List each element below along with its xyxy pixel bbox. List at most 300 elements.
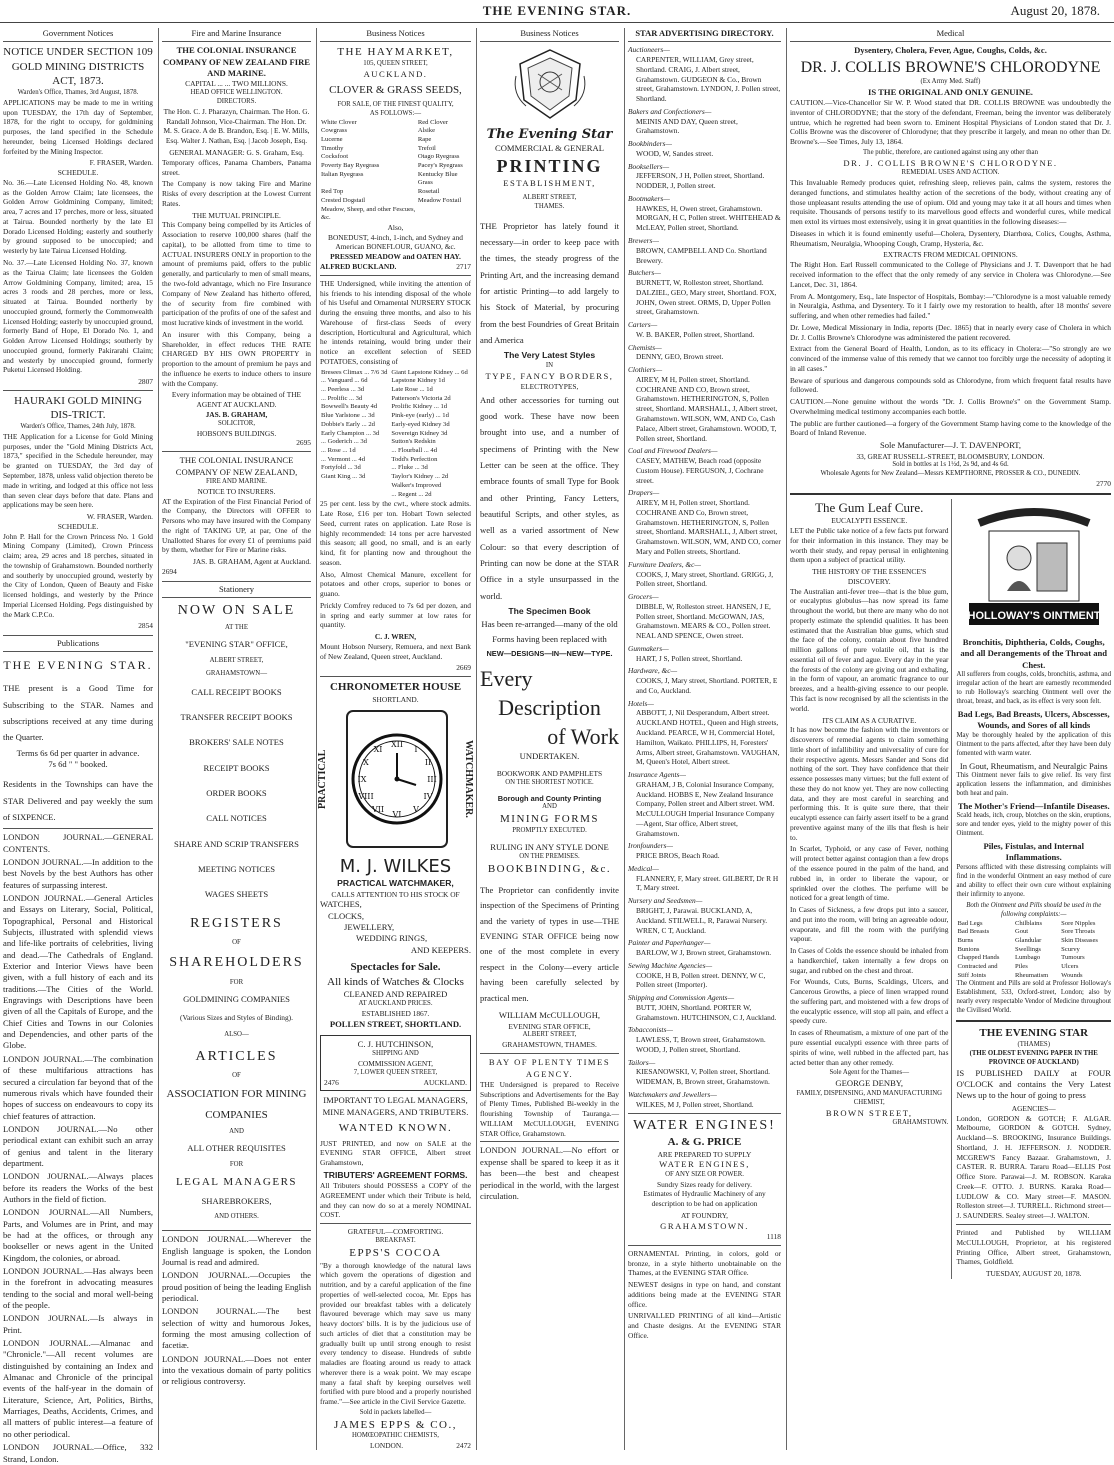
london-journal-ad: LONDON JOURNAL.—Office, 332 Strand, London.	[3, 1442, 153, 1464]
column-heading: Fire and Marine Insurance	[162, 28, 311, 42]
ad-line: COMMISSION AGENT,	[357, 1058, 433, 1068]
ad-body: An insurer with this Company, being a Shareholder, in effect reduces THE RATE CHARGED BY HIS OWN PROPERTY in proportion to the amount of premium he pays and the influence he exerts to induce others to insure with the Company.	[162, 329, 311, 388]
seed-row	[320, 153, 471, 162]
complaint-name: Rheumatism	[1014, 971, 1049, 979]
directory-listing: JEFFERSON, J H, Pollen street, Shortland. NODDER, J, Pollen street.	[636, 171, 765, 191]
potato-row	[320, 403, 471, 412]
ad-line: ELECTROTYPES,	[520, 382, 579, 392]
complaints-row	[956, 937, 1111, 946]
ad-body: Extract from the General Board of Health, London, as to its efficacy in Cholera:—"So strongly are we convinced of the immense value of this remedy that we cannot too forcibly urge the necessity of adopting it in all cases."	[790, 344, 1111, 373]
directory-entry	[628, 194, 781, 233]
directory-entry	[628, 644, 781, 664]
directory-entry	[628, 107, 781, 136]
complaints-row	[956, 963, 1111, 972]
ad-line: BONEDUST, 4-inch, 1-inch, and Sydney and American BONEFLOUR, GUANO, &c.	[328, 232, 463, 252]
column-heading: Medical	[790, 28, 1111, 42]
ad-line: The Very Latest Styles	[503, 350, 596, 361]
complaint-name: Scurvy	[1061, 945, 1080, 953]
seed-name: Alsike	[417, 127, 436, 135]
ad-line: AS FOLLOWS:—	[369, 109, 422, 117]
seed-name: Otago Ryegrass	[417, 153, 460, 161]
ad-line: PRACTICAL WATCHMAKER,	[337, 878, 454, 889]
notice-signature: W. FRASER, Warden.	[86, 512, 153, 522]
ad-title: THE HAYMARKET,	[337, 46, 454, 59]
seed-name: Cocksfoot	[321, 153, 349, 161]
ad-line: IS THE ORIGINAL AND ONLY GENUINE.	[868, 86, 1033, 97]
agencies-list: London, GORDON & GOTCH; F. ALGAR. Melbourne, GORDON & GOTCH. Sydney, Auckland—S. BROOKING, Insurance Buildings. Shortland, J. H. JEFFERSON. J. NODDER. MCGREW'S Fancy Bazaar. Grahamstown, J. CASTER. R. BURRA. Tararu Road—ELLIS Post Office Store. Parawai—J. M. ROBSON. Karaka Creek—F. OTTO. J. BURNS. Karaka Road—LUDLOW & CO. Mary street—F. MASON. Rolleston street—J. TURRELL. Richmond street—J. SAUNDERS. Sealey street—J. WALTON.	[956, 1113, 1111, 1221]
ad-body: Estimates of Hydraulic Machinery of any description to be had on application	[643, 1189, 766, 1209]
ad-line: (Various Sizes and Styles of Binding).	[180, 1012, 293, 1022]
ad-number: 2695	[296, 438, 311, 448]
complaint-name: Glandular	[1014, 936, 1042, 944]
column-business-notices-1	[316, 28, 474, 1450]
complaint-name: Burns	[957, 936, 974, 944]
ad-line: JEWELLERY,	[344, 922, 395, 933]
directory-listing: AIREY, M H, Pollen street, Shortland. COCHRANE AND CO, Brown street, Grahamstown. HETHERINGTON, S, Pollen street, Shortland. MARSHALL, J, Albert street, Grahamstown. WILSON, WM, AND Co, Cash Palace, Albert street, Grahamstown. WOOD, T, Pollen street, Shortland.	[636, 374, 778, 443]
ad-line: AUCKLAND.	[423, 1077, 467, 1087]
ad-line: Every	[480, 666, 533, 692]
ad-line: (Ex Army Med. Staff)	[920, 77, 981, 85]
london-journal-ad: LONDON JOURNAL.—GENERAL CONTENTS.	[3, 832, 153, 854]
ad-line: NEW—DESIGNS—IN—NEW—TYPE.	[486, 648, 613, 658]
ad-body: Persons afflicted with these distressing complaints will find in the wonderful Ointment an easy method of cure and ability to effect their own cure without explaining their infirmity to anyone.	[956, 863, 1111, 898]
seed-name: Trefoil	[417, 144, 436, 152]
ad-body: Mount Hobson Nursery, Remuera, and next Bank of New Zealand, Queen street, Auckland.	[320, 641, 471, 661]
complaint-name: Lumbago	[1014, 954, 1041, 962]
potato-row	[320, 395, 471, 404]
directory-category: Carters—	[628, 320, 658, 330]
ad-body: In Scarlet, Typhoid, or any case of Fever, nothing will protect better against contagion than a few drops of the essence poured in the palm of the hand, and rubbed in, in order to liberate the vapour, or sprinkled over the clothes. The perfume will be noticed for a great length of time.	[790, 844, 949, 903]
directory-entry	[628, 488, 781, 556]
seed-row	[320, 119, 471, 128]
svg-text:III: III	[427, 774, 437, 784]
directory-entry	[628, 365, 781, 443]
potato-variety: Bowwell's Beauty 4d	[321, 403, 378, 411]
notice-signature: F. FRASER, Warden.	[89, 158, 153, 168]
ad-body: LET the Public take notice of a few facts put forward for their information in this instance. They may be worth their study, and repay perusal in enlightening them upon a subject of practical utility.	[790, 525, 949, 565]
stationery-item: ORDER BOOKS	[206, 788, 267, 799]
potato-variety: Taylor's Kidney ... 2d	[391, 473, 449, 481]
directory-listing: DENNY, GEO, Brown street.	[636, 352, 724, 362]
ad-line: 7, LOWER QUEEN STREET,	[353, 1068, 438, 1076]
directory-entry	[628, 446, 781, 485]
svg-text:II: II	[424, 757, 432, 767]
ad-number: 2694	[162, 566, 177, 576]
ad-line: JAMES EPPS & CO.,	[333, 1418, 457, 1431]
svg-text:VIII: VIII	[358, 791, 374, 801]
complaints-row	[956, 946, 1111, 955]
ad-body: THE Proprietor has lately found it necessary—in order to keep pace with the times, the steady progress of the Printing Art, and the increasing demand for artistic Printing—to add largely to his Stock of Material, by procuring from the best Foundries of Great Britain and America	[480, 220, 619, 346]
masthead	[0, 0, 1114, 23]
ad-body: The Ointment and Pills are sold at Professor Holloway's Establishment, 533, Oxford-street, London; also by nearly every respectable Vendor of Medicine throughout the Civilised World.	[956, 980, 1111, 1015]
directory-category: Watchmakers and Jewellers—	[628, 1090, 717, 1100]
ad-number: 2770	[1096, 479, 1111, 489]
column-advertising-directory	[624, 28, 784, 1450]
directory-entry	[628, 1090, 781, 1110]
directory-entry	[628, 268, 781, 317]
vertical-label: WATCHMAKER.	[463, 739, 474, 818]
ad-line: FOR SALE, OF THE FINEST QUALITY,	[337, 100, 454, 108]
seed-name: Kentucky Blue Grass	[417, 170, 458, 187]
svg-text:XII: XII	[390, 739, 404, 749]
directory-listing: PRICE BROS, Beach Road.	[636, 851, 720, 861]
stationery-item: BROKERS' SALE NOTES	[189, 737, 284, 748]
ad-line: AND KEEPERS.	[410, 944, 471, 955]
london-journal-ad: LONDON JOURNAL.—Wherever the English language is spoken, the London Journal is read and admired.	[162, 1234, 311, 1267]
seed-row	[320, 162, 471, 171]
notice-title: NOTICE UNDER SECTION 109 GOLD MINING DISTRICTS ACT, 1873.	[3, 46, 153, 88]
directory-entry	[628, 45, 781, 104]
potato-variety	[320, 482, 390, 491]
directory-entry	[628, 343, 781, 363]
london-journal-ad: LONDON JOURNAL.—No other periodical extant can exhibit such an array of genius and talent in the literary department.	[3, 1123, 153, 1168]
ad-body: Diseases in which it is found eminently useful—Cholera, Dysentery, Diarrhœa, Colics, Coughs, Asthma, Rheumatism, Neuralgia, Whooping Cough, Cramp, Hysteria, &c.	[790, 228, 1111, 248]
potato-variety: ... Vanguard ... 6d	[321, 377, 368, 385]
ad-line: COMMERCIAL & GENERAL	[494, 143, 604, 154]
seed-name: Rosetail	[417, 188, 440, 196]
directory-category: Hardware, &c—	[628, 666, 678, 676]
ad-line: WATCHES,	[320, 899, 362, 910]
complaint-name: Skin Diseases	[1061, 936, 1098, 944]
ad-title: WATER ENGINES!	[633, 1117, 776, 1133]
ad-body: ORNAMENTAL Printing, in colors, gold or bronze, in a style hitherto unobtainable on the Thames, at the EVENING STAR Office.	[628, 1248, 781, 1278]
ad-line: THAMES.	[534, 202, 565, 210]
ad-line: ARTICLES	[195, 1048, 278, 1064]
coat-of-arms-emblem	[510, 46, 590, 122]
ad-body: The public are further cautioned—a forgery of the Government Stamp having come to the knowledge of the Board of Inland Revenue.	[790, 418, 1111, 438]
seed-name: Cowgrass	[321, 127, 348, 135]
seed-row	[320, 197, 471, 206]
ad-body: The Company is now taking Fire and Marine Risks of every description at the Lowest Current Rates.	[162, 179, 311, 208]
ad-line: ALBERT STREET,	[522, 1031, 577, 1039]
directory-entry	[628, 938, 781, 958]
ad-body: May be thoroughly healed by the application of this Ointment to the parts affected, after they have been duly fomented with warm water.	[956, 731, 1111, 757]
notice-body: THE Application for a License for Gold Mining purposes, under the "Gold Mining Districts Act, 1873," specified in the Schedule hereunder, may be granted on TUESDAY, the 3rd day of September, 1878, unless valid objection thereto be made in writing, and lodged at this office not less than seven clear days before that date. Plans and applications may be seen here.	[3, 431, 153, 510]
potato-variety: ... Goderich ... 3d	[321, 438, 367, 446]
directory-category: Tailors—	[628, 1057, 656, 1067]
ad-line: Sundry Sizes ready for delivery.	[657, 1179, 752, 1189]
notice-body: APPLICATIONS may be made to me in writing upon TUESDAY, the 17th day of September, 1878, for the right to occupy, for goldmining purposes, the land specified in the Schedule hereunder, being Licensed Holdings declared forfeited by the Mining Inspector.	[3, 97, 153, 156]
ad-line: HOMŒOPATHIC CHEMISTS,	[352, 1432, 439, 1440]
ad-line: SHAREHOLDERS	[169, 955, 304, 971]
ad-body: CAUTION.—None genuine without the words "Dr. J. Collis Browne's" on the Government Stamp. Overwhelming medical testimony accompanies each bottle.	[790, 397, 1111, 416]
ad-line: LONDON.	[370, 1441, 404, 1451]
potato-variety: Lapstone Kidney 1d	[391, 377, 445, 385]
potato-variety: Early-eyed Kidney 3d	[391, 420, 450, 428]
advertiser-name: A. & G. PRICE	[667, 1136, 742, 1149]
ad-number: 2854	[138, 621, 153, 631]
seed-name: Rape	[417, 135, 432, 143]
directory-entry	[628, 770, 781, 838]
complaint-name: Bunions	[957, 945, 980, 953]
seed-name	[417, 206, 471, 223]
ad-line: AND	[542, 803, 557, 811]
ad-title: The Evening Star	[486, 127, 613, 143]
ad-line: WATER ENGINES,	[659, 1159, 750, 1170]
agent-title: SOLICITOR,	[217, 419, 256, 427]
svg-text:I: I	[414, 744, 418, 754]
ad-title: NOW ON SALE	[177, 602, 296, 618]
ad-line: Bronchitis, Diphtheria, Colds, Coughs, and all Derangements of the Throat and Chest.	[960, 637, 1108, 670]
potato-row	[320, 430, 471, 439]
ad-line: Sole Agent for the Thames—	[829, 1069, 909, 1077]
ad-body: Has been re-arranged—many of the old Forms having been replaced with	[481, 619, 618, 645]
ad-body: In Cases of Sickness, a few drops put into a saucer, and put into the room, will bring an agreeable odour, evaporate, and fill the room with the purifying vapour.	[790, 905, 949, 944]
complaint-name: Chapped Hands	[957, 954, 1000, 962]
ad-line: ITS CLAIM AS A CURATIVE.	[822, 715, 917, 725]
head-office: HEAD OFFICE WELLINGTON.	[190, 89, 283, 97]
ad-line: ON THE PREMISES.	[519, 853, 580, 861]
ad-line: OF	[232, 939, 241, 947]
sub-heading: THE MUTUAL PRINCIPLE.	[192, 210, 281, 220]
directory-category: Furniture Dealers, &c—	[628, 559, 702, 569]
ad-line: TRIBUTERS' AGREEMENT FORMS.	[323, 1169, 468, 1180]
ad-line: The Specimen Book	[508, 606, 591, 617]
directory-listing: WOOD, W, Sandes street.	[636, 148, 714, 158]
potato-variety: ... Vermont ... 4d	[321, 455, 366, 463]
directory-category: Bootmakers—	[628, 193, 670, 203]
directory-listing: BUTT, JOHN, Shortland. PORTER W, Grahamstown. HUTCHINSON, C J, Auckland.	[636, 1002, 777, 1022]
potato-variety: Early Champion ... 3d	[321, 429, 380, 437]
directory-category: Sewing Machine Agencies—	[628, 960, 713, 970]
ad-body: THE Undersigned is prepared to Receive Subscriptions and Advertisements for the Bay of Plenty Times, Published Bi-weekly in the flourishing Township of Tauranga.—WILLIAM McCULLOUGH, EVENING STAR Office, Grahamstown.	[480, 1079, 619, 1138]
seed-name: Lucerne	[321, 135, 343, 143]
ad-body: Beware of spurious and dangerous compounds sold as Chlorodyne, from which frequent fatal results have followed.	[790, 375, 1111, 395]
ad-line: ESTABLISHMENT,	[503, 178, 596, 189]
ad-line: All kinds of Watches & Clocks	[327, 975, 464, 988]
ad-line: EVENING STAR OFFICE,	[508, 1021, 591, 1031]
ad-line: GRAHAMSTOWN—	[205, 669, 268, 677]
ad-line: Piles, Fistulas, and Internal Inflammations.	[983, 841, 1084, 863]
potato-variety: Dobbie's Early ... 2d	[321, 420, 375, 428]
ad-line: FOR	[229, 1160, 244, 1168]
ad-line: SHAREBROKERS,	[201, 1195, 272, 1206]
ad-body: UNRIVALLED PRINTING of all kind—Artistic and Chaste designs. At the EVENING STAR Office.	[628, 1311, 781, 1340]
ad-body: THE Undersigned, while inviting the attention of his friends to his intending disposal of the whole of his Useful and Ornamental NURSERY STOCK during the ensuing three months, and also to his Warehouse of first-class Seeds of every description, Horticultural and Agricultural, which he intends retaining, would bring under their notice an excellent selection of SEED POTATOES, consisting of	[320, 278, 471, 366]
ad-line: OF	[232, 1072, 241, 1080]
ad-line: Sold in packets labelled—	[359, 1408, 432, 1416]
ad-title: The Gum Leaf Cure.	[815, 500, 924, 516]
potato-row	[320, 482, 471, 491]
ad-line: WEDDING RINGS,	[356, 933, 428, 944]
ad-body: This Ointment never fails to give relief. Its very first application lessens the inflammation, and diminishes both heat and pain.	[956, 771, 1111, 797]
ad-line: CLEANED AND REPAIRED	[343, 989, 448, 1000]
seed-name: Pacey's Ryegrass	[417, 162, 463, 170]
london-journal-ad: LONDON JOURNAL.—Has always been in the forefront in advocating measures tending to the social and moral well-being of the people.	[3, 1266, 153, 1311]
london-journal-ad: LONDON JOURNAL.—General Articles and Essays on Literary, Social, Political, Topographical, Personal and Historical Subjects, illustrated with splendid views and life-like portraits of celebrities, living and dead.—The Cathedrals of England. Exterior and Interior Views have been given, with a full history of each and its traditions.—The Cities of the World. Engravings with Descriptions have been given of all the Capitals of Europe, and the Chief Cities and Towns in our Colonies and Dependencies, and other parts of the Globe.	[3, 893, 153, 1051]
seed-name: Red Clover	[417, 118, 449, 126]
ad-body: All sufferers from coughs, colds, bronchitis, asthma, and irregular action of the heart are earnestly recommended to rub Holloway's searching Ointment well over the throat, breast, and back, as its effect is very soon felt.	[956, 671, 1111, 705]
complaint-name: Swellings	[1014, 945, 1041, 953]
holloway-ad	[956, 499, 1111, 1279]
directory-listing: GRAHAM, J B, Colonial Insurance Company, Auckland. HOBBS E, New Zealand Insurance Company, Pollen street and Albert street. WM. McCULLOUGH Imperial Insurance Company—Agent, Star office, Albert street, Grahamstown.	[636, 779, 775, 838]
potato-row	[320, 491, 471, 500]
hutchinson-ad	[320, 1035, 471, 1092]
potato-row	[320, 447, 471, 456]
seed-row	[320, 171, 471, 188]
potato-variety: ... Regent ... 2d	[391, 490, 432, 498]
ad-line: PRINTING	[496, 155, 603, 176]
complaint-name: Contracted and	[957, 963, 998, 971]
directory-entry	[628, 560, 781, 589]
ad-body: For Wounds, Cuts, Burns, Scaldings, Ulcers, and Cancerous Growths, a piece of linen wrapped round the suffering part, and moistened with a few drops of the eucalyptic essence, will stop all pain, and effect a speedy cure.	[790, 977, 949, 1026]
advertiser-name: ALFRED BUCKLAND.	[320, 262, 397, 271]
complaint-name: Bad Legs	[957, 919, 983, 927]
svg-text:VI: VI	[392, 809, 402, 819]
directory-entry	[628, 139, 781, 159]
ad-title: BAY OF PLENTY TIMES AGENCY.	[488, 1057, 611, 1079]
notice-office: Warden's Office, Thames, 24th July, 1878.	[20, 422, 136, 430]
potato-variety: Sutton's Redskin	[391, 438, 436, 446]
directory-listing: BRIGHT, J, Parawai. BUCKLAND, A, Auckland. STILWELL, R, Parawai Nursery. WREN, C T, Auckland.	[636, 906, 768, 935]
potato-variety: ... Rose ... 1d	[321, 446, 356, 454]
watchmaker-name: M. J. WILKES	[339, 855, 452, 877]
ad-body: Residents in the Townships can have the STAR Delivered and pay weekly the sum of SIXPENCE.	[3, 779, 153, 822]
directory-entry	[628, 592, 781, 641]
ad-line: Spectacles for Sale.	[350, 961, 441, 974]
ad-line: BROWN STREET,	[825, 1107, 913, 1118]
ad-line: MINING FORMS	[500, 813, 599, 826]
holloway-emblem-icon	[959, 503, 1109, 633]
column-heading: Government Notices	[3, 28, 153, 42]
ad-body: And other accessories for turning out good work. These have now been brought into use, and a number of specimens of Printing with the New Letter can be seen at the office. They embrace founts of small Type for Book and other Printing, Fancy Letters, beautiful Scripts, and other styles, as well as a varied assortment of New Colour: so that every description of Printing can now be done at the STAR Office in a style unsurpassed in the world.	[480, 394, 619, 601]
ad-body: THE present is a Good Time for Subscribing to the STAR. Names and subscriptions received at any time during the Quarter.	[3, 683, 153, 743]
directory-listing: FLANNERY, F, Mary street. GILBERT, Dr R H T, Mary street.	[636, 873, 779, 893]
ad-body: The Australian anti-fever tree—that is the blue gum, or eucalyptus globulus—has now spread its fame throughout the world, but there are many who do not properly estimate the splendid qualities. It has been estimated that the Australian blue gums, which stud the face of the colony, contain about five hundred million gallons of pure volatile oil, that is the essential oil of fever and ague. Every day in the year the forests of the colony are giving out and exhaling, in the form of vapour, an aromatic fragrance to our breezes, and a health-giving essence to our people. This fact is now recognised by all the scientists in the world.	[790, 586, 949, 713]
ad-body: From A. Montgomery, Esq., late Inspector of Hospitals, Bombay:—"Chlorodyne is a most valuable remedy in Neuralgia, Asthma, and Dysentery. To it I fairly owe my restoration to health, after 18 months' severe suffering, and when other remedies had failed."	[790, 291, 1111, 321]
complaints-row	[956, 928, 1111, 937]
london-journal-ad: LONDON JOURNAL.—All Numbers, Parts, and Volumes are in Print, and may be had at the offices, or through any bookseller or news agent in the United Kingdom, the colonies, or abroad.	[3, 1207, 153, 1263]
section-heading-stationery: Stationery	[162, 581, 311, 598]
ad-line: AT FOUNDRY,	[681, 1210, 728, 1220]
imprint-date: TUESDAY, AUGUST 20, 1878.	[985, 1269, 1082, 1279]
ad-line: ALSO—	[224, 1030, 249, 1038]
seed-name: Italian Ryegrass	[321, 170, 364, 178]
ad-line: Borough and County Printing	[497, 793, 602, 803]
ad-line: DR. J. COLLIS BROWNE'S CHLORODYNE.	[843, 157, 1058, 168]
directory-category: Shipping and Commission Agents—	[628, 993, 735, 1003]
directory-entry	[628, 864, 781, 893]
potato-variety: Blue Yarlstone ... 3d	[321, 412, 375, 420]
seed-name: White Clover	[321, 118, 357, 126]
complaint-name: Stiff Joints	[957, 971, 987, 979]
directory-category: Coal and Firewood Dealers—	[628, 446, 718, 456]
ad-body: In cases of Rheumatism, a mixture of one part of the pure essential eucalypti essence with three parts of spirits of wine, well rubbed in the affected part, has acted better than any other remedy.	[790, 1028, 949, 1067]
ad-body: CAUTION.—Vice-Chancellor Sir W. P. Wood stated that DR. COLLIS BROWNE was undoubtedly the inventor of CHLORODYNE; that the story of the defendant, Freeman, being the inventor was deliberately untrue, which he regretted had been sworn to. Eminent Hospital Physicians of London stated that Dr. J. Collis Browne was the discoverer of Chlorodyne; that they prescribe it largely, and mean no other than Dr. Browne's.—See Times, July 13, 1864.	[790, 97, 1111, 147]
ad-line: LEGAL MANAGERS	[175, 1176, 298, 1189]
ad-line: BOOKBINDING, &c.	[487, 863, 612, 876]
ad-line: AND OTHERS.	[214, 1213, 259, 1221]
ad-line: RULING IN ANY STYLE DONE	[490, 841, 609, 852]
potato-table	[320, 369, 471, 500]
column-heading: Business Notices	[480, 28, 619, 42]
issue-date: August 20, 1878.	[1010, 3, 1100, 18]
directory-listing: BROWN, CAMPBELL AND Co. Shortland Brewery.	[636, 245, 767, 265]
potato-variety: ... Flourball ... 4d	[391, 446, 438, 454]
complaint-name: Bad Breasts	[957, 928, 990, 936]
complaint-name: Gout	[1014, 928, 1029, 936]
advertiser-name: C. J. HUTCHINSON,	[357, 1038, 434, 1049]
ad-line: ARE PREPARED TO SUPPLY	[657, 1149, 752, 1159]
potato-variety: Late Rose ... 1d	[391, 386, 433, 394]
newspaper-title: THE EVENING STAR.	[482, 3, 632, 18]
seed-row	[320, 206, 471, 223]
agent-address: HOBSON'S BUILDINGS.	[196, 428, 277, 438]
potato-row	[320, 438, 471, 447]
directory-entry	[628, 699, 781, 767]
directory-listing: KIESANOWSKI, V, Pollen street, Shortland. WIDEMAN, B, Brown street, Grahamstown.	[636, 1067, 770, 1087]
notice-title: HAURAKI GOLD MINING DIS-TRICT.	[14, 394, 142, 422]
ad-title: EPPS'S COCOA	[349, 1246, 442, 1259]
ad-body: 25 per cent. less by the cwt., where stock admits. Late Rose, £16 per ton. Hobart Town selected Seed, current rates on application. Late Rose is highly recommended: 14 tons per acre harvested this season; all good, no small, and is an early kind, fit for planting now and throughout the season.	[320, 499, 471, 567]
stationery-item: CALL NOTICES	[206, 813, 267, 824]
column-medical	[786, 28, 1114, 1450]
london-journal-ad: LONDON JOURNAL.—The best selection of witty and humorous Jokes, forming the most amusing collection of facetiæ.	[162, 1306, 311, 1351]
stationery-item: MEETING NOTICES	[197, 864, 276, 875]
ad-line: ON THE SHORTEST NOTICE.	[505, 778, 594, 786]
subscription-terms: 7s 6d " " booked.	[48, 758, 108, 769]
advertising-directory	[628, 45, 781, 1109]
seed-name: Poverty Bay Ryegrass	[321, 162, 380, 170]
ad-line: OF ANY SIZE OR POWER.	[665, 1170, 744, 1178]
directors-heading: DIRECTORS.	[216, 97, 257, 105]
ad-body: Scald heads, itch, croup, blotches on the skin, eruptions, sore and tender eyes, yield to the mighty power of this Ointment.	[956, 812, 1111, 838]
directory-category: Bakers and Confectioners—	[628, 106, 712, 116]
ad-number: 2472	[456, 1441, 471, 1451]
ad-line: REMEDIAL USES AND ACTION.	[901, 169, 1000, 177]
directory-listing: WILKES, M J, Pollen street, Shortland.	[636, 1099, 754, 1109]
ad-body: It has now become the fashion with the inventors or discoverers of remedial agents to claim something little short of infallibility and universality of cure for their respective agents. Messrs Sander and Sons did nothing of the sort. They have confidence that their essence possesses many virtues; but the full extent of these they do not know yet. They are now collecting data, and they are most careful in searching and performing this. It is quite sure there, that their eucalypti essence can fairly assert itself to be a grand preventive against many of the ills that flesh is heir to.	[790, 725, 949, 842]
seed-name: Meadow Foxtail	[417, 196, 462, 204]
directory-entry	[628, 666, 781, 695]
ad-line: PRESSED MEADOW and OATEN HAY.	[330, 252, 461, 262]
potato-row	[320, 386, 471, 395]
ad-line: IN	[545, 361, 554, 369]
directory-category: Grocers—	[628, 592, 659, 602]
ad-subtitle: FIRE AND MARINE.	[206, 477, 267, 485]
ad-line: The public, therefore, are cautioned against using any other than	[863, 148, 1038, 156]
potato-variety: Patterson's Victoria 2d	[391, 394, 451, 402]
ad-line: EUCALYPTI ESSENCE.	[831, 516, 908, 526]
potato-variety: Giant King ... 3d	[321, 473, 366, 481]
ad-line: THE HISTORY OF THE ESSENCE'S DISCOVERY.	[812, 567, 927, 586]
london-journal-ad: LONDON JOURNAL.—In addition to the best Novels by the best Authors has other features of surpassing interest.	[3, 856, 153, 890]
svg-text:VII: VII	[371, 804, 385, 814]
potato-row	[320, 464, 471, 473]
complaint-name: Sore Nipples	[1061, 919, 1096, 927]
section-heading-publications: Publications	[3, 635, 153, 652]
ad-line: CALLS ATTENTION TO HIS STOCK OF	[331, 889, 460, 899]
complaint-name: Chilblains	[1014, 919, 1043, 927]
directory-listing: AIREY, M H, Pollen street, Shortland. COCHRANE AND Co, Brown street, Grahamstown. HETHERINGTON, S, Pollen street, Shortland. MARSHALL, J, Albert street, Grahamstown. WILSON, WM, AND CO, corner Mary and Pollen streets, Shortland.	[636, 498, 781, 556]
ad-line: of Work	[547, 724, 619, 750]
directory-listing: COOKE, H B, Pollen street. DENNY, W C, Pollen street (Importer).	[636, 970, 766, 990]
directory-category: Painter and Paperhanger—	[628, 938, 711, 948]
stationery-item: WAGES SHEETS	[204, 889, 269, 900]
directory-category: Drapers—	[628, 488, 660, 498]
column-business-notices-2	[476, 28, 622, 1450]
ad-number: 2476	[324, 1077, 339, 1087]
seed-name: Crested Dogstail	[321, 196, 366, 204]
column-government-notices	[0, 28, 156, 1464]
ad-line: CLOCKS,	[328, 910, 365, 921]
directory-entry	[628, 320, 781, 340]
directory-category: Auctioneers—	[628, 45, 670, 55]
ad-line: SHIPPING AND	[372, 1049, 419, 1057]
potato-variety: ... Peerless ... 3d	[321, 386, 365, 394]
ad-title: IMPORTANT TO LEGAL MANAGERS, MINE MANAGERS, AND TRIBUTERS.	[322, 1095, 469, 1117]
clock-illustration	[317, 709, 474, 851]
